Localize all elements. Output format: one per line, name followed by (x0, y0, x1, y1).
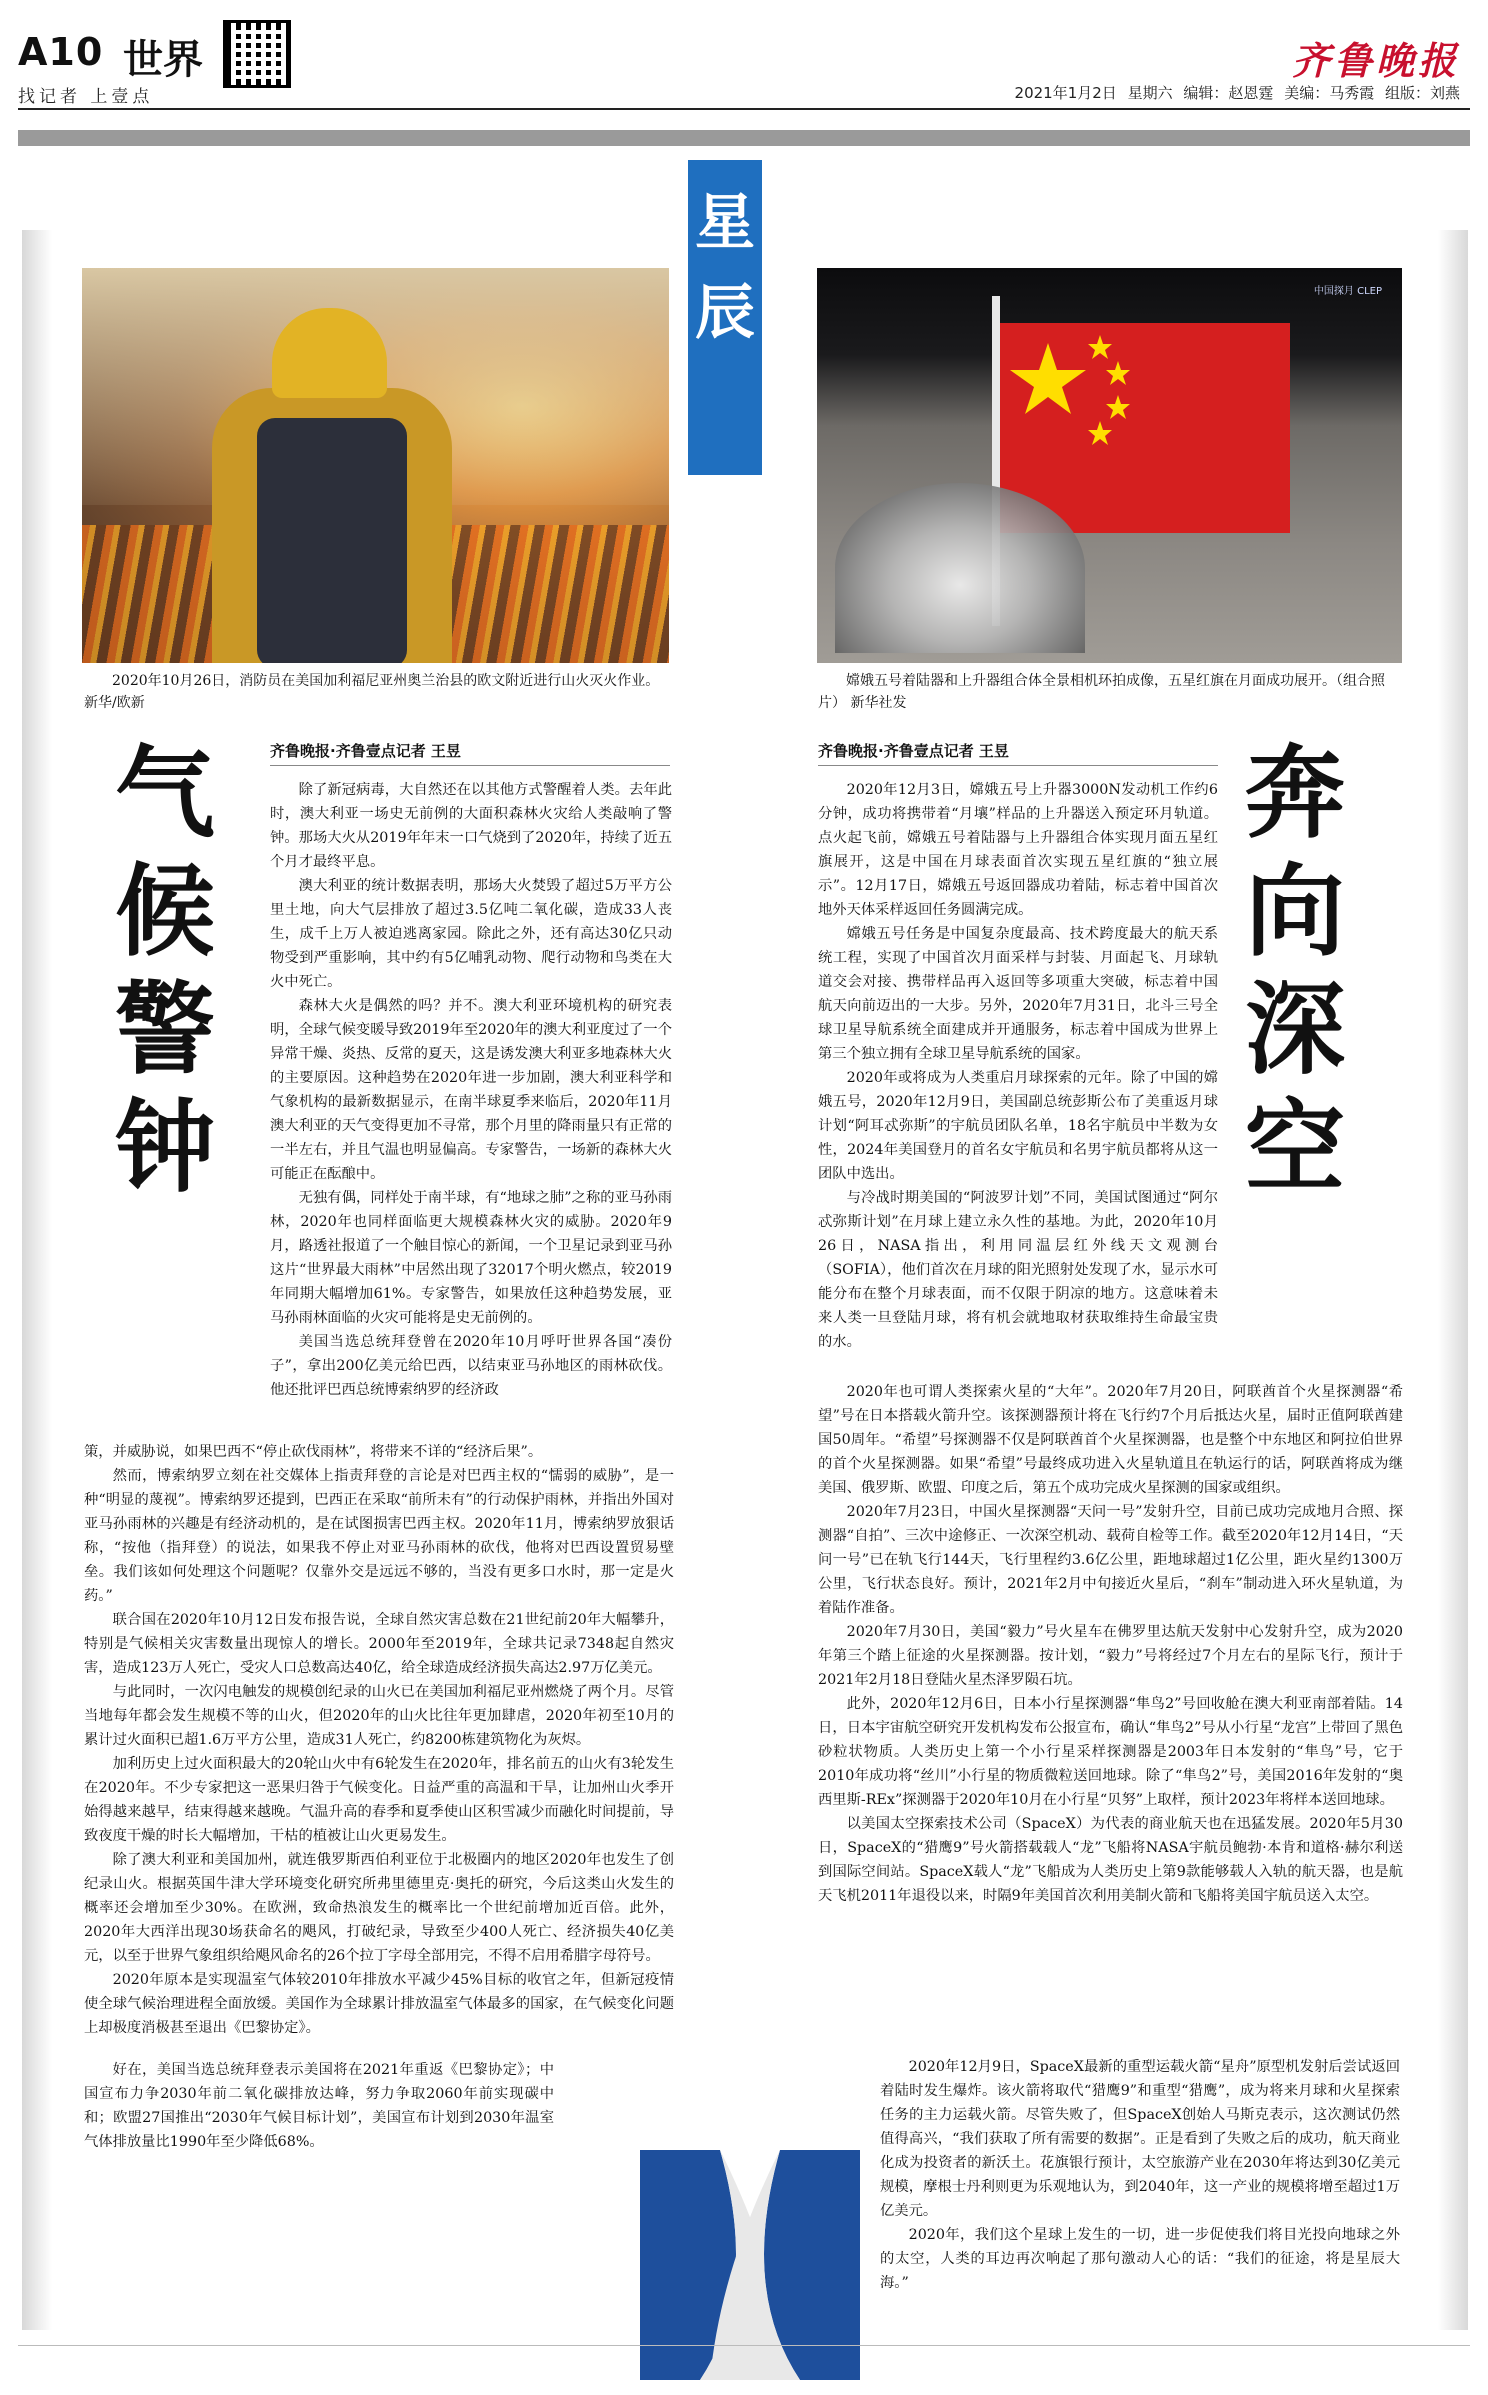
paragraph: 2020年12月9日，SpaceX最新的重型运载火箭“星舟”原型机发射后尝试返回着陆时发生爆炸。该火箭将取代“猎鹰9”和重型“猎鹰”，成为将来月球和火星探索任务的主力运载火箭。尽管失败了，但SpaceX创始人马斯克表示，这次测试仍然值得高兴，“我们获取了所有需要的数据”。正是看到了失败之后的成功，航天商业化成为投资者的新沃土。花旗银行预计，太空旅游产业在2030年将达到30亿美元规模，摩根士丹利则更为乐观地认为，到2040年，这一产业的规模将增至超过1万亿美元。 (880, 2059, 1400, 2219)
page-number: A10 (18, 30, 104, 74)
paragraph: 2020年原本是实现温室气体较2010年排放水平减少45%目标的收官之年，但新冠疫情使全球气候治理进程全面放缓。美国作为全球累计排放温室气体最多的国家，在气候变化问题上却极度消极甚至退出《巴黎协定》。 (84, 1972, 674, 2036)
section-name: 世界 (123, 37, 203, 83)
headline-char: 奔 (1245, 735, 1345, 852)
paragraph: 除了澳大利亚和美国加州，就连俄罗斯西伯利亚位于北极圈内的地区2020年也发生了创纪录山火。根据英国牛津大学环境变化研究所弗里德里克·奥托的研究，今后这类山火发生的概率还会增加至少30%。在欧洲，致命热浪发生的概率比一个世纪前增加近百倍。此外，2020年大西洋出现30场获命名的飓风，打破纪录，导致至少400人死亡、经济损失40亿美元，以至于世界气象组织给飓风命名的26个拉丁字母全部用完，不得不启用希腊字母符号。 (84, 1852, 674, 1964)
paragraph: 加利历史上过火面积最大的20轮山火中有6轮发生在2020年，排名前五的山火有3轮发生在2020年。不少专家把这一恶果归咎于气候变化。日益严重的高温和干旱，让加州山火季开始得越来越早，结束得越来越晚。气温升高的春季和夏季使山区积雪减少而融化时间提前，导致夜度干燥的时长大幅增加，干枯的植被让山火更易发生。 (84, 1756, 674, 1844)
paragraph: 2020年7月30日，美国“毅力”号火星车在佛罗里达航天发射中心发射升空，成为2020年第三个踏上征途的火星探测器。按计划，“毅力”号将经过7个月左右的星际飞行，预计于2021年2月18日登陆火星杰泽罗陨石坑。 (818, 1624, 1403, 1688)
wildfire-photo-caption: 2020年10月26日，消防员在美国加利福尼亚州奥兰治县的欧文附近进行山火灭火作业。 新华/欧新 (84, 673, 660, 711)
headline-char: 候 (115, 853, 215, 970)
layout-editor: 组版：刘燕 (1384, 84, 1460, 102)
paragraph: 好在，美国当选总统拜登表示美国将在2021年重返《巴黎协定》；中国宣布力争2030年前二氧化碳排放达峰，努力争取2060年前实现碳中和；欧盟27国推出“2030年气候目标计划”，美国宣布计划到2030年温室气体排放量比1990年至少降低68%。 (84, 2062, 554, 2150)
right-byline: 齐鲁晚报·齐鲁壹点记者 王昱 (818, 740, 1218, 766)
column-tag-char: 辰 (695, 278, 755, 348)
paragraph: 2020年也可谓人类探索火星的“大年”。2020年7月20日，阿联酋首个火星探测器“希望”号在日本搭载火箭升空。该探测器预计将在飞行约7个月后抵达火星，届时正值阿联酋建国50周年。“希望”号探测器不仅是阿联酋首个火星探测器，也是整个中东地区和阿拉伯世界的首个火星探测器。如果“希望”号最终成功进入火星轨道且在轨运行的话，阿联酋将成为继美国、俄罗斯、欧盟、印度之后，第五个成功完成火星探测的国家或组织。 (818, 1384, 1403, 1496)
paragraph: 2020年或将成为人类重启月球探索的元年。除了中国的嫦娥五号，2020年12月9日，美国副总统彭斯公布了美重返月球计划“阿耳忒弥斯”的宇航员团队名单，18名宇航员中半数为女性，2024年美国登月的首名女宇航员和名男宇航员都将从这一团队中选出。 (818, 1070, 1218, 1182)
left-body-middle (84, 1440, 674, 2040)
page-header (18, 20, 1470, 110)
left-body-upper (270, 778, 672, 1402)
paragraph: 无独有偶，同样处于南半球，有“地球之肺”之称的亚马孙雨林，2020年也同样面临更大规模森林火灾的威胁。2020年9月，路透社报道了一个触目惊心的新闻，一个卫星记录到亚马孙这片“世界最大雨林”中居然出现了32017个明火燃点，较2019年同期大幅增加61%。专家警告，如果放任这种趋势发展，亚马孙雨林面临的火灾可能将是史无前例的。 (270, 1190, 672, 1326)
moon-photo-caption: 嫦娥五号着陆器和上升器组合体全景相机环拍成像，五星红旗在月面成功展开。（组合照片） 新华社发 (818, 673, 1385, 711)
paragraph: 澳大利亚的统计数据表明，那场大火焚毁了超过5万平方公里土地，向大气层排放了超过3.5亿吨二氧化碳，造成33人丧生，成千上万人被迫逃离家园。除此之外，还有高达30亿只动物受到严重影响，其中约有5亿哺乳动物、爬行动物和鸟类在大火中死亡。 (270, 878, 672, 990)
headline-char: 气 (115, 735, 215, 852)
column-tag (688, 160, 762, 475)
paragraph: 嫦娥五号任务是中国复杂度最高、技术跨度最大的航天系统工程，实现了中国首次月面采样与封装、月面起飞、月球轨道交会对接、携带样品再入返回等多项重大突破，标志着中国航天向前迈出的一大步。另外，2020年7月31日，北斗三号全球卫星导航系统全面建成并开通服务，标志着中国成为世界上第三个独立拥有全球卫星导航系统的国家。 (818, 926, 1218, 1062)
designer: 美编：马秀霞 (1284, 84, 1375, 102)
star-icon (1000, 323, 1290, 533)
headline-char: 深 (1245, 971, 1345, 1088)
left-page-shade (22, 230, 52, 2330)
right-body-upper (818, 778, 1218, 1354)
paragraph: 与冷战时期美国的“阿波罗计划”不同，美国试图通过“阿尔忒弥斯计划”在月球上建立永久性的基地。为此，2020年10月26日，NASA指出，利用同温层红外线天文观测台（SOFIA），他们首次在月球的阳光照射处发现了水，显示水可能分布在整个月球表面，而不仅限于阴凉的地方。这意味着未来人类一旦登陆月球，将有机会就地取材获取维持生命最宝贵的水。 (818, 1190, 1218, 1350)
bottom-rule (18, 2345, 1470, 2346)
clep-logo: 中国探月 CLEP (1313, 286, 1382, 297)
issue-date: 2021年1月2日 (1014, 84, 1117, 102)
wildfire-photo (82, 268, 669, 663)
slogan: 找记者 上壹点 (18, 87, 154, 107)
right-body-middle (818, 1380, 1403, 1908)
issue-meta (1015, 82, 1460, 103)
paragraph: 2020年，我们这个星球上发生的一切，进一步促使我们将目光投向地球之外的太空，人类的耳边再次响起了那句激动人心的话：“我们的征途，将是星辰大海。” (880, 2227, 1400, 2291)
moon-flag-photo (817, 268, 1402, 663)
headline-char: 警 (115, 971, 215, 1088)
paragraph: 森林大火是偶然的吗？并不。澳大利亚环境机构的研究表明，全球气候变暖导致2019年至2020年的澳大利亚度过了一个异常干燥、炎热、反常的夏天，这是诱发澳大利亚多地森林大火的主要原因。这种趋势在2020年进一步加剧，澳大利亚科学和气象机构的最新数据显示，在南半球夏季来临后，2020年11月澳大利亚的天气变得更加不寻常，那个月里的降雨量只有正常的一半左右，并且气温也明显偏高。专家警告，一场新的森林大火可能正在酝酿中。 (270, 998, 672, 1182)
right-headline (1230, 735, 1360, 1207)
left-byline: 齐鲁晚报·齐鲁壹点记者 王昱 (270, 740, 670, 766)
headline-char: 空 (1245, 1089, 1345, 1206)
paragraph: 2020年7月23日，中国火星探测器“天问一号”发射升空，目前已成功完成地月合照、探测器“自拍”、三次中途修正、一次深空机动、载荷自检等工作。截至2020年12月14日，“天问一号”已在轨飞行144天，飞行里程约3.6亿公里，距地球超过1亿公里，距火星约1300万公里，飞行状态良好。预计，2021年2月中旬接近火星后，“刹车”制动进入环火星轨道，为着陆作准备。 (818, 1504, 1403, 1616)
issue-weekday: 星期六 (1127, 84, 1173, 102)
editor: 编辑：赵恩霆 (1183, 84, 1274, 102)
paragraph: 此外，2020年12月6日，日本小行星探测器“隼鸟2”号回收舱在澳大利亚南部着陆。14日，日本宇宙航空研究开发机构发布公报宣布，确认“隼鸟2”号从小行星“龙宫”上带回了黑色砂粒状物质。人类历史上第一个小行星采样探测器是2003年日本发射的“隼鸟”号，它于2010年成功将“丝川”小行星的物质微粒送回地球。除了“隼鸟2”号，美国2016年发射的“奥西里斯-REx”探测器于2020年10月在小行星“贝努”上取样，预计2023年将样本送回地球。 (818, 1696, 1403, 1808)
header-grey-bar (18, 130, 1470, 146)
headline-char: 向 (1245, 853, 1345, 970)
newspaper-logo: 齐鲁晚报 (1291, 38, 1460, 83)
column-tag-char: 星 (695, 188, 755, 258)
header-rule (18, 108, 1470, 110)
paragraph: 然而，博索纳罗立刻在社交媒体上指责拜登的言论是对巴西主权的“懦弱的威胁”，是一种“明显的蔑视”。博索纳罗还提到，巴西正在采取“前所未有”的行动保护雨林，并指出外国对亚马孙雨林的兴趣是有经济动机的，是在试图损害巴西主权。2020年11月，博索纳罗放狠话称，“按他（指拜登）的说法，如果我不停止对亚马孙雨林的砍伐，他将对巴西设置贸易壁垒。我们该如何处理这个问题呢？仅靠外交是远远不够的，当没有更多口水时，那一定是火药。” (84, 1468, 674, 1604)
paragraph: 美国当选总统拜登曾在2020年10月呼吁世界各国“凑份子”，拿出200亿美元给巴西，以结束亚马孙地区的雨林砍伐。他还批评巴西总统博索纳罗的经济政 (270, 1334, 672, 1398)
paragraph: 以美国太空探索技术公司（SpaceX）为代表的商业航天也在迅猛发展。2020年5月30日，SpaceX的“猎鹰9”号火箭搭载载人“龙”飞船将NASA宇航员鲍勃·本肯和道格·赫尔利送到国际空间站。SpaceX载人“龙”飞船成为人类历史上第9款能够载人入轨的航天器，也是航天飞机2011年退役以来，时隔9年美国首次利用美制火箭和飞船将美国宇航员送入太空。 (818, 1816, 1403, 1904)
headline-char: 钟 (115, 1089, 215, 1206)
right-page-shade (1438, 230, 1468, 2330)
qr-code-icon (223, 20, 291, 88)
paragraph: 与此同时，一次闪电触发的规模创纪录的山火已在美国加利福尼亚州燃烧了两个月。尽管当地每年都会发生规模不等的山火，但2020年的山火比往年更加肆虐，2020年初至10月的累计过火面积已超1.6万平方公里，造成31人死亡，约8200栋建筑物化为灰烬。 (84, 1684, 674, 1748)
paragraph: 2020年12月3日，嫦娥五号上升器3000N发动机工作约6分钟，成功将携带着“月壤”样品的上升器送入预定环月轨道。点火起飞前，嫦娥五号着陆器与上升器组合体实现月面五星红旗展开，这是中国在月球表面首次实现五星红旗的“独立展示”。12月17日，嫦娥五号返回器成功着陆，标志着中国首次地外天体采样返回任务圆满完成。 (818, 782, 1218, 918)
right-body-lower (880, 2055, 1400, 2295)
paragraph: 联合国在2020年10月12日发布报告说，全球自然灾害总数在21世纪前20年大幅攀升，特别是气候相关灾害数量出现惊人的增长。2000年至2019年，全球共记录7348起自然灾害，造成123万人死亡，受灾人口总数高达40亿，给全球造成经济损失高达2.97万亿美元。 (84, 1612, 674, 1676)
left-headline (100, 735, 230, 1207)
paragraph: 策，并威胁说，如果巴西不“停止砍伐雨林”，将带来不详的“经济后果”。 (84, 1444, 543, 1460)
left-body-lower (84, 2058, 554, 2154)
paragraph: 除了新冠病毒，大自然还在以其他方式警醒着人类。去年此时，澳大利亚一场史无前例的大面积森林火灾给人类敲响了警钟。那场大火从2019年年末一口气烧到了2020年，持续了近五个月才最终平息。 (270, 782, 672, 870)
